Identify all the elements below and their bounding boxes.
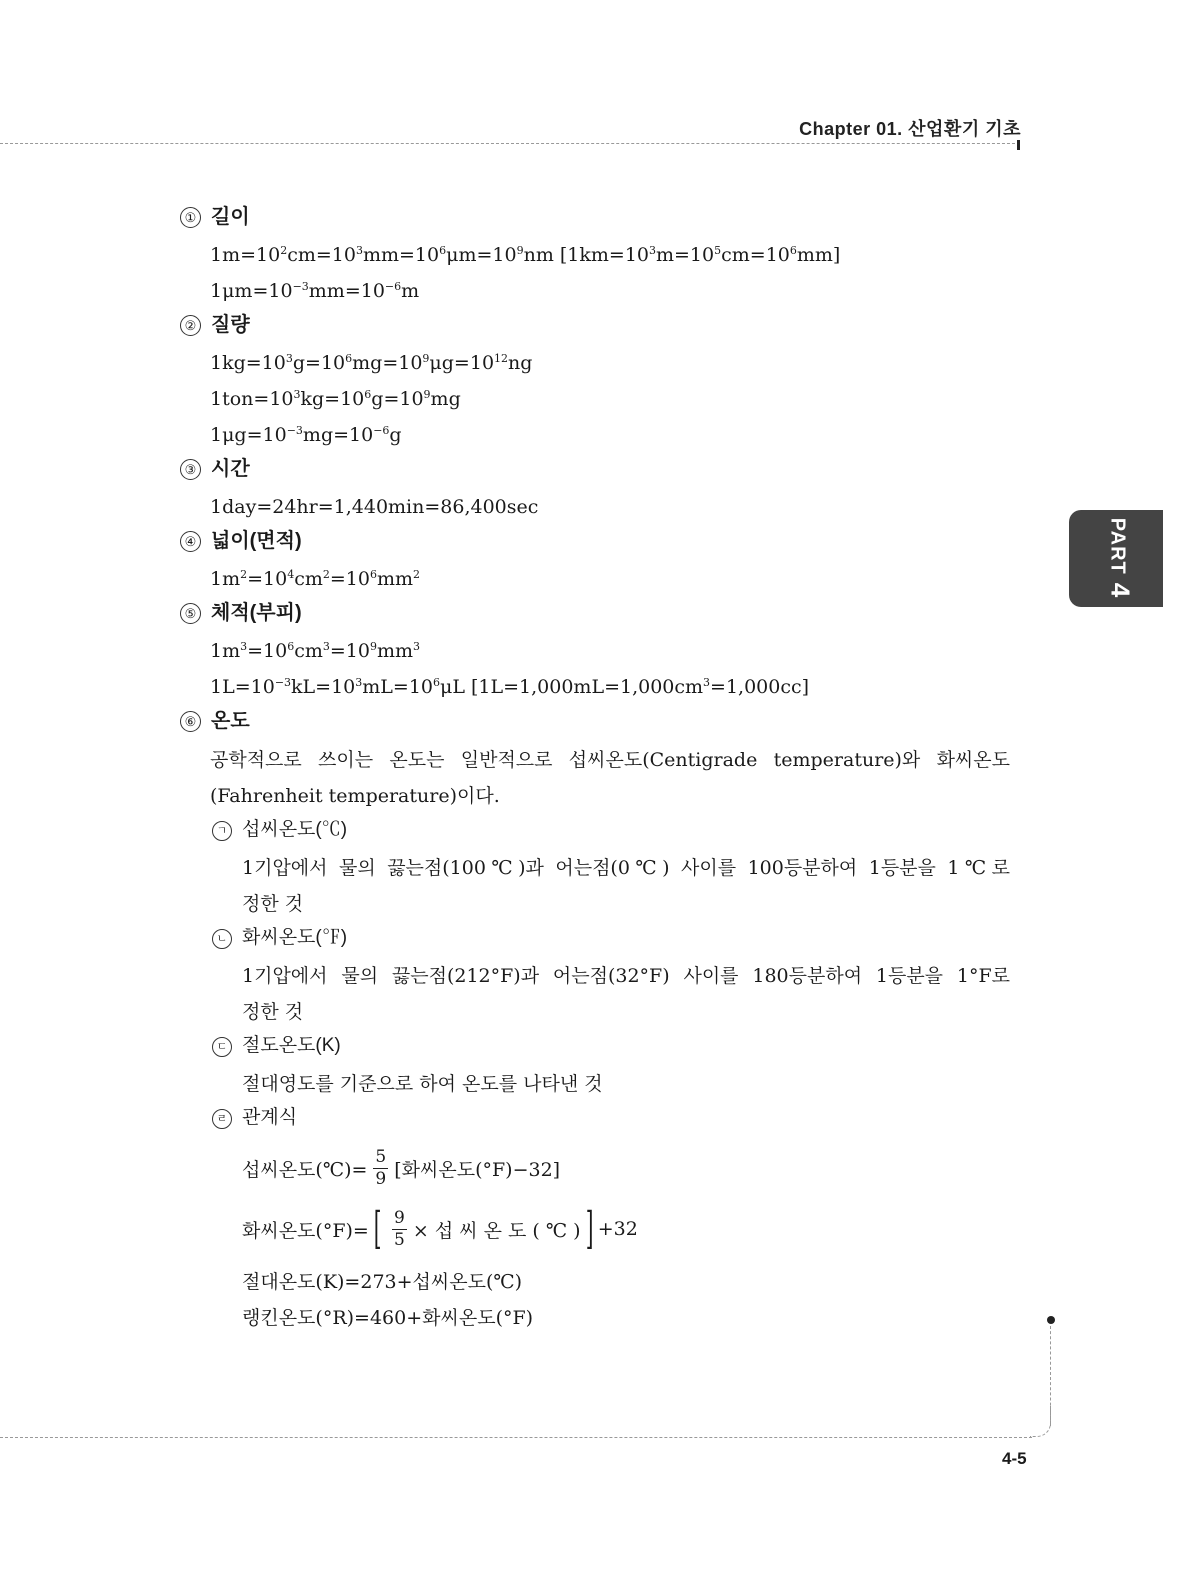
chapter-header: Chapter 01. 산업환기 기초 (799, 119, 1021, 139)
length-equation-1: $1m=10^2cm=10^3mm=10^6\mu m=10^9nm$ $[1km=10^3m=10^5cm=10^6mm]$ (210, 244, 841, 266)
subsection-relations (212, 1102, 1010, 1138)
description-line: 1기압에서 물의 끓는점(100℃)과 어는점(0℃) 사이를 100등분하여 1등분을 1℃로 (242, 857, 1010, 879)
description-line: 절대영도를 기준으로 하여 온도를 나타낸 것 (242, 1073, 603, 1095)
footer-dot (1047, 1316, 1055, 1324)
formula-lhs: 섭씨온도(℃)= (242, 1158, 368, 1181)
section-length (180, 202, 1010, 238)
fraction (392, 1207, 407, 1250)
subsection-title: 관계식 (242, 1107, 298, 1128)
formula-lhs: 화씨온도(°F)= (242, 1219, 369, 1242)
section-number: ③ (180, 459, 201, 480)
fraction (373, 1146, 388, 1189)
temperature-intro-line-1: 공학적으로 쓰이는 온도는 일반적으로 섭씨온도(Centigrade temperature)와 화씨온도 (210, 749, 1010, 771)
subsection-title: 화씨온도(℉) (242, 927, 348, 948)
section-mass (180, 310, 1010, 346)
right-bracket: ] (585, 1203, 594, 1254)
subsection-title: 절도온도(K) (242, 1035, 341, 1056)
subsection-mark: ㄴ (212, 929, 232, 949)
part-tab-label (1105, 518, 1136, 598)
header-divider-tick (1017, 140, 1020, 150)
mass-equation-2: $1ton=10^3kg=10^6g=10^9mg$ (210, 388, 461, 410)
section-number: ② (180, 315, 201, 336)
celsius-formula (242, 1140, 1010, 1196)
section-number: ⑤ (180, 603, 201, 624)
length-equation-2: $1\mu m=10^{-3}mm=10^{-6}m$ (210, 280, 420, 302)
subsection-mark: ㄷ (212, 1037, 232, 1057)
fahrenheit-description (242, 958, 1010, 1030)
subsection-title: 섭씨온도(℃) (242, 819, 348, 840)
section-title: 길이 (211, 206, 250, 228)
formula-inner: × 섭 씨 온 도 ( ℃ ) (412, 1219, 581, 1242)
part-tab-word: PART (1106, 517, 1129, 575)
header-divider (0, 143, 1020, 144)
section-title: 시간 (211, 458, 250, 480)
section-title: 온도 (211, 710, 250, 732)
mass-equation-1: $1kg=10^3g=10^6mg=10^9\mu g=10^{12}ng$ (210, 352, 533, 374)
time-equation: 1day=24hr=1,440min=86,400sec (210, 496, 539, 518)
page-number: 4-5 (1002, 1449, 1027, 1468)
formula-rhs: [화씨온도(°F)−32] (394, 1158, 561, 1181)
footer-divider (0, 1437, 1032, 1438)
description-line: 1기압에서 물의 끓는점(212°F)과 어는점(32°F) 사이를 180등분하여 1등분을 1°F로 (242, 965, 1010, 987)
page-content (180, 202, 1010, 1334)
denominator: 5 (394, 1229, 405, 1250)
celsius-description (242, 850, 1010, 922)
subsection-mark: ㄱ (212, 821, 232, 841)
section-number: ④ (180, 531, 201, 552)
description-line: 정한 것 (242, 893, 304, 915)
section-temperature (180, 706, 1010, 742)
formula-rhs: +32 (597, 1218, 638, 1240)
subsection-fahrenheit (212, 922, 1010, 958)
section-title: 질량 (211, 314, 250, 336)
subsection-mark: ㄹ (212, 1109, 232, 1129)
description-line: 정한 것 (242, 1001, 304, 1023)
numerator: 9 (394, 1207, 405, 1228)
left-bracket: [ (373, 1203, 382, 1254)
section-number: ⑥ (180, 711, 201, 732)
subsection-kelvin (212, 1030, 1010, 1066)
volume-equation-1: $1m^3=10^6cm^3=10^9mm^3$ (210, 640, 421, 662)
area-equation: $1m^2=10^4cm^2=10^6mm^2$ (210, 568, 421, 590)
numerator: 5 (375, 1146, 387, 1167)
section-area (180, 526, 1010, 562)
rankine-formula: 랭킨온도(°R)=460+화씨온도(°F) (242, 1306, 534, 1329)
section-volume (180, 598, 1010, 634)
section-title: 넓이(면적) (211, 530, 302, 552)
fahrenheit-formula (242, 1196, 1010, 1262)
kelvin-formula: 절대온도(K)=273+섭씨온도(℃) (242, 1270, 523, 1293)
denominator: 9 (375, 1168, 387, 1189)
subsection-celsius (212, 814, 1010, 850)
section-number: ① (180, 207, 201, 228)
kelvin-description (242, 1066, 1010, 1102)
section-time (180, 454, 1010, 490)
mass-equation-3: $1\mu g=10^{-3}mg=10^{-6}g$ (210, 424, 402, 446)
part-tab-number: 4 (1105, 582, 1136, 599)
volume-equation-2: $1L=10^{-3}kL=10^3mL=10^6\mu L$ $[1L=1,000mL=1,000cm^3=1,000cc]$ (210, 676, 810, 698)
footer-corner-rule (1030, 1406, 1051, 1437)
temperature-intro-line-2: (Fahrenheit temperature)이다. (210, 785, 500, 807)
section-title: 체적(부피) (211, 602, 302, 624)
